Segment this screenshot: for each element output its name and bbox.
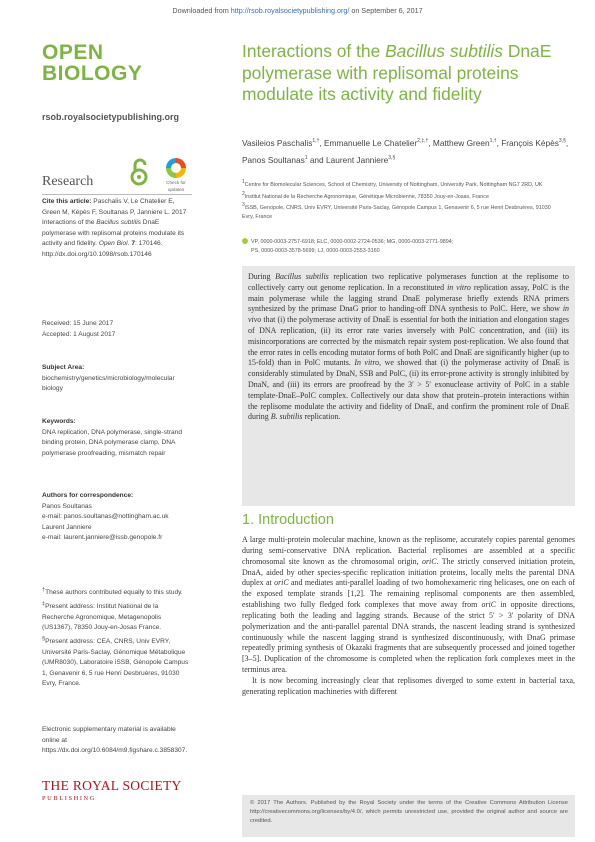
divider	[42, 194, 192, 195]
abstract-text: During Bacillus subtilis replication two replicative polymerases function at the replisome to collectively carry out genome replication. In a reconstituted in vitro replication assay, PolC is the main polymerase while the lagging strand DnaE polymerase briefly extends RNA primers synthesized by the primase DnaG prior to handing-off DNA synthesis to PolC. Here, we show in vivo that (i) the polymerase activity of DnaE is essential for both the initiation and elongation stages of DNA replication, (ii) its error rate varies inversely with PolC concentration, and (iii) its misincorporations are corrected by the mismatch repair system post-replication. We also found that the error rates in cells encoding mutator forms of both PolC and DnaE are significantly higher (up to 15-fold) than in PolC mutants. In vitro, we showed that (i) the polymerase activity of DnaE is considerably stimulated by DnaN, SSB and PolC, (ii) its error-prone activity is strongly inhibited by DnaN, and (iii) its errors are proofread by the 3′ > 5′ exonuclease activity of PolC in a stable template-DnaE–PolC complex. Collectively our data show that protein–protein interactions within the replisome modulate the activity and fidelity of DnaE, and confirm the prominent role of DnaE during B. subtilis replication.	[248, 272, 570, 422]
orcid-line-1[interactable]: VP, 0000-0003-2757-6918; ELC, 0000-0002-2724-0536; MG, 0000-0003-2771-9894;	[251, 239, 454, 245]
open-access-icon	[128, 158, 150, 186]
author: Laurent Janniere	[325, 155, 389, 166]
author: Emmanuelle Le Chatelier	[323, 137, 418, 148]
correspondent-name-2: Laurent Janniere	[42, 523, 92, 531]
accepted-date: Accepted: 1 August 2017	[42, 330, 116, 338]
cite-label: Cite this article:	[42, 198, 92, 205]
affiliation-2: $^2$Institut National de la Recherche Agronomique, Génétique Microbienne, 78350 Jouy-en-Josas, France	[242, 190, 489, 200]
title-italic: Bacillus subtilis	[385, 41, 503, 61]
publisher-sub: PUBLISHING	[42, 795, 96, 802]
check-updates-label-1: Check for	[166, 180, 186, 185]
orcid-block	[242, 238, 562, 256]
subject-area-heading: Subject Area:	[42, 364, 85, 371]
banner-link[interactable]: http://rsob.royalsocietypublishing.org/	[230, 6, 350, 15]
cite-pages: : 170146.	[134, 240, 163, 248]
correspondent-email-1[interactable]: e-mail: panos.soultanas@nottingham.ac.uk	[42, 513, 169, 521]
orcid-line-2[interactable]: PS, 0000-0003-3578-5699; LJ, 0000-0003-2553-3160	[251, 247, 380, 254]
cite-text-2: DnaE polymerase with replisomal proteins modulate its activity and fidelity.	[42, 219, 185, 248]
correspondence-heading: Authors for correspondence:	[42, 492, 134, 499]
cite-block	[42, 197, 192, 261]
banner-suffix: on September 6, 2017	[349, 6, 423, 15]
orcid-icon	[242, 238, 248, 244]
affiliation-1: $^1$Centre for Biomolecular Sciences, School of Chemistry, University of Nottingham, University Park, Nottingham NG7 2RD, UK	[242, 179, 543, 188]
cite-journal: Open Biol.	[98, 240, 130, 248]
journal-name-line1: OPEN	[42, 41, 104, 64]
author: Matthew Green	[432, 137, 490, 148]
introduction-body	[242, 535, 575, 698]
footnotes	[42, 585, 192, 690]
journal-site-link[interactable]: rsob.royalsocietypublishing.org	[42, 112, 180, 122]
affiliation-3: $^3$iSSB, Genopole, CNRS, Univ EVRY, Université Paris-Saclay, Génopole Campus 1, Genavenir 6, 5 rue Henri Desbruères, 91030 Evry, France	[242, 202, 551, 221]
dates-block	[42, 319, 192, 340]
journal-logo[interactable]	[42, 42, 192, 84]
subject-area	[42, 363, 192, 395]
footnote-1: †These authors contributed equally to this study.	[42, 587, 183, 597]
section-heading-introduction: 1. Introduction	[242, 512, 334, 528]
publisher-name: THE ROYAL SOCIETY	[42, 778, 182, 793]
paragraph: It is now becoming increasingly clear that replisomes diverged to some extent in bacterial taxa, generating replication machineries with different	[242, 675, 575, 696]
banner-prefix: Downloaded from	[172, 6, 231, 15]
journal-name-line2: BIOLOGY	[42, 62, 143, 85]
esm-note: Electronic supplementary material is available online at https://dx.doi.org/10.6084/m9.figshare.c.3858307.	[42, 726, 188, 755]
subject-area-text: biochemistry/genetics/microbiology/molecular biology	[42, 374, 175, 393]
correspondence	[42, 491, 192, 544]
keywords-heading: Keywords:	[42, 418, 76, 425]
author: Vasileios Paschalis	[242, 137, 313, 148]
check-updates-label-2: updates	[167, 187, 185, 193]
footnote-3: §Present address: CEA, CNRS, Univ EVRY, Université Paris-Saclay, Génomique Métabolique (UMR8030), Laboratoire iSSB, Génopole Campus 1, Genavenir 6, 5 rue Henri Desbruères, 91030 Evry, France.	[42, 635, 189, 688]
cite-doi-link[interactable]: http://dx.doi.org/10.1098/rsob.170146	[42, 250, 152, 258]
author: François Képès	[501, 137, 559, 148]
check-for-updates-button[interactable]	[160, 158, 192, 193]
keywords-text: DNA replication, DNA polymerase, single-strand binding protein, DNA polymerase clamp, DNA polymerase proofreading, mismatch repair	[42, 428, 182, 457]
correspondent-name-1: Panos Soultanas	[42, 502, 92, 510]
title-part-2: DnaE polymerase with replisomal proteins modulate its activity and fidelity	[242, 41, 552, 104]
license-text: © 2017 The Authors. Published by the Royal Society under the terms of the Creative Commons Attribution License http://creativecommons.org/licenses/by/4.0/, which permits unrestricted use, provided the original author and source are credited.	[250, 800, 568, 825]
title-part-1: Interactions of the	[242, 41, 386, 61]
article-type: Research	[42, 174, 94, 189]
paper-title	[242, 41, 562, 106]
cite-volume: 7	[129, 240, 135, 248]
footnote-2: ‡Present address: Institut National de la Recherche Agronomique, Metagenopolis (US1367), 78350 Jouy-en-Josas France.	[42, 600, 162, 632]
download-banner	[0, 6, 595, 15]
cite-italic-1: Bacillus subtilis	[96, 219, 141, 227]
royal-society-logo[interactable]	[42, 778, 192, 802]
correspondent-email-2[interactable]: e-mail: laurent.janniere@issb.genopole.fr	[42, 534, 163, 542]
paragraph: A large multi-protein molecular machine, known as the replisome, accurately copies parental genomes during semi-conservative DNA replication. Bacterial replisomes are assembled at a specific chromosomal site known as the chromosomal origin, oriC. The strictly conserved initiation protein, DnaA, aided by other species-specific replication initiation proteins, locally melts the parental DNA duplex at oriC and mediates anti-parallel loading of two homohexameric ring helicases, one on each of the exposed template strands [1,2]. The remaining replisomal components are then assembled, establishing two fully fledged fork complexes that move away from oriC in opposite directions, replicating both the leading and lagging strands. Because of the strict 5′ > 3′ polarity of DNA polymerization and the anti-parallel parental DNA strands, the nascent leading strand is synthesized continuously while the nascent lagging strand is synthesized discontinuously, with DnaG primase repeatedly priming synthesis of Okazaki fragments that are subsequently processed and joined together [3–5]. Duplication of the chromosome is completed when the replication fork complexes meet in the terminus area.	[242, 535, 576, 675]
cite-text-1: Paschalis V, Le Chatelier E, Green M, Képès F, Soultanas P, Janniere L. 2017 Interactions of the	[42, 198, 187, 227]
keywords	[42, 417, 192, 459]
author-list: Vasileios Paschalis$^{1,\dagger}$, Emmanuelle Le Chatelier$^{2,\ddagger,\dagger}$, Matthew Green$^{1,\dagger}$, François Képès$^{3,\S}$, Panos Soultanas$^1$ and Laurent Janniere$^{3,\S}$	[242, 137, 569, 166]
crossmark-icon	[166, 158, 186, 178]
affiliations	[242, 178, 562, 222]
author: Panos Soultanas	[242, 155, 305, 166]
received-date: Received: 15 June 2017	[42, 320, 114, 327]
